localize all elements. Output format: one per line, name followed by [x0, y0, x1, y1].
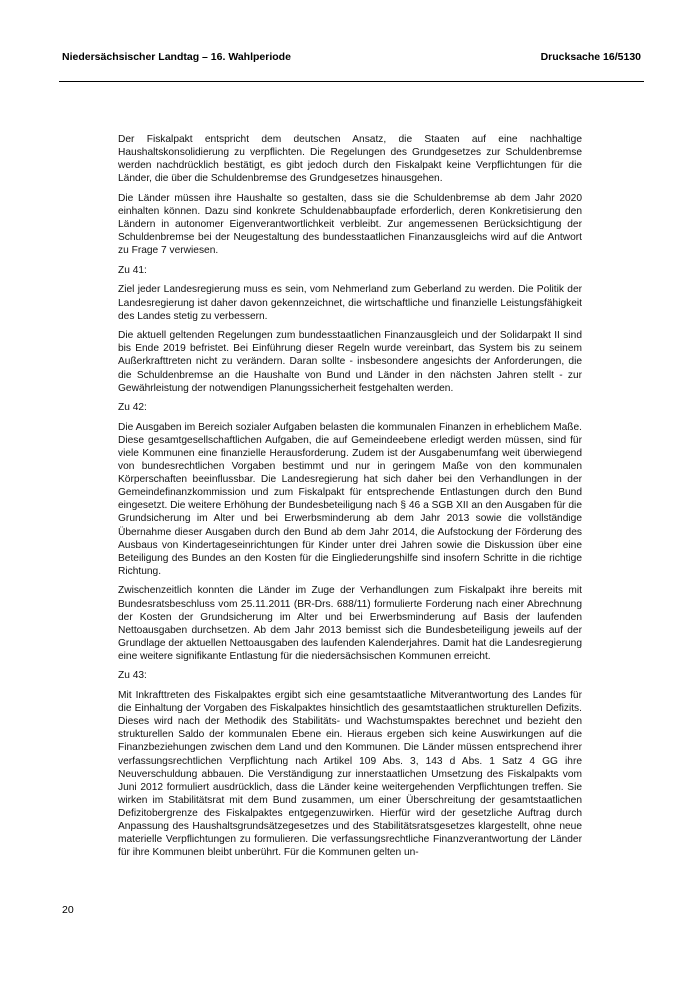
paragraph: Der Fiskalpakt entspricht dem deutschen Ansatz, die Staaten auf eine nachhaltige Haushaltskonsolidierung zu verpflichten. Die Regelungen des Grundgesetzes zur Schuldenbremse werden nachdrücklich bestätigt, es gibt jedoch durch den Fiskalpakt keine Verpflichtungen für die Länder, die über die Schuldenbremse des Grundgesetzes hinausgehen.	[118, 134, 582, 185]
paragraph: Die Ausgaben im Bereich sozialer Aufgaben belasten die kommunalen Finanzen in erheblichem Maße. Diese gesamtgesellschaftlichen Aufgaben, die auf Gemeindeebene erledigt werden müssen, sind für viele Kommunen eine finanzielle Herausforderung. Zudem ist der Ausgabenumfang weit überwiegend von bundesrechtlichen Vorgaben bestimmt und nur in geringem Maße von den kommunalen Körperschaften beeinflussbar. Die Landesregierung hat sich daher bei den Verhandlungen in der Gemeindefinanzkommission und zum Fiskalpakt für entsprechende Entlastungen durch den Bund eingesetzt. Die weitere Erhöhung der Bundesbeteiligung nach § 46 a SGB XII an den Ausgaben für die Grundsicherung im Alter und bei Erwerbsminderung ab dem Jahr 2013 sowie die vollständige Übernahme dieser Ausgaben durch den Bund ab dem Jahr 2014, die Aufstockung der Förderung des Ausbaus von Kindertageseinrichtungen für Kinder unter drei Jahren sowie die Diskussion über eine Beteiligung des Bundes an den Kosten für die Eingliederungshilfe sind insofern Schritte in die richtige Richtung.	[118, 421, 582, 577]
header-title: Niedersächsischer Landtag – 16. Wahlperiode	[62, 51, 291, 63]
paragraph: Die aktuell geltenden Regelungen zum bundesstaatlichen Finanzausgleich und der Solidarpakt II sind bis Ende 2019 befristet. Bei Einführung dieser Regeln wurde vereinbart, das System bis zu seinem Außerkrafttreten nicht zu verändern. Daran sollte - insbesondere angesichts der Anforderungen, die die Schuldenbremse an die Haushalte von Bund und Länder in den nächsten Jahren stellt - zur Gewährleistung der notwendigen Planungssicherheit festgehalten werden.	[118, 330, 582, 394]
section-heading: Zu 42:	[118, 402, 147, 414]
header-divider	[59, 81, 644, 82]
paragraph: Die Länder müssen ihre Haushalte so gestalten, dass sie die Schuldenbremse ab dem Jahr 2020 einhalten können. Dazu sind konkrete Schuldenabbaupfade erforderlich, deren Konkretisierung den Ländern in autonomer Eigenverantwortlichkeit verbleibt. Zur angemessenen Berücksichtigung der Schuldenbremse bei der Neugestaltung des bundesstaatlichen Finanzausgleichs wird auf die Antwort zu Frage 7 verwiesen.	[118, 192, 582, 257]
document-number: Drucksache 16/5130	[540, 51, 641, 63]
paragraph: Zwischenzeitlich konnten die Länder im Zuge der Verhandlungen zum Fiskalpakt ihre bereits mit Bundesratsbeschluss vom 25.11.2011 (BR-Drs. 688/11) formulierte Forderung nach einer Abrechnung der Kosten der Grundsicherung im Alter und bei Erwerbsminderung auf Basis der laufenden Nettoausgaben durchsetzen. Ab dem Jahr 2013 bemisst sich die Bundesbeteiligung jeweils auf der Grundlage der aktuellen Nettoausgaben des laufenden Kalenderjahres. Damit hat die Landesregierung eine weitere signifikante Entlastung für die niedersächsischen Kommunen erreicht.	[118, 585, 582, 662]
body-text	[118, 133, 582, 866]
paragraph: Mit Inkrafttreten des Fiskalpaktes ergibt sich eine gesamtstaatliche Mitverantwortung des Landes für die Einhaltung der Vorgaben des Fiskalpaktes hinsichtlich des gesamtstaatlichen strukturellen Defizits. Dieses wird nach der Methodik des Stabilitäts- und Wachstumspaktes berechnet und bezieht den strukturellen Saldo der kommunalen Ebene ein. Hieraus ergeben sich keine Auswirkungen auf die Finanzbeziehungen zwischen dem Land und den Kommunen. Die Länder müssen entsprechend ihrer verfassungsrechtlichen Verpflichtung nach Artikel 109 Abs. 3, 143 d Abs. 1 Satz 4 GG ihre Neuverschuldung abbauen. Die Verständigung zur innerstaatlichen Umsetzung des Fiskalpakts vom Juni 2012 formuliert ausdrücklich, dass die Länder keine weitergehenden Verpflichtungen treffen. Sie wirken im Stabilitätsrat mit dem Bund zusammen, um einer Überschreitung der gesamtstaatlichen Defizitobergrenze des Fiskalpaktes entgegenzuwirken. Hierfür wird der gesetzliche Auftrag durch Anpassung des Haushaltsgrundsätzegesetzes und des Stabilitätsratsgesetzes klargestellt, ohne neue materielle Verpflichtungen zu formulieren. Die verfassungsrechtliche Finanzverantwortung der Länder für ihre Kommunen bleibt unberührt. Für die Kommunen gelten un-	[118, 690, 582, 859]
paragraph: Ziel jeder Landesregierung muss es sein, vom Nehmerland zum Geberland zu werden. Die Politik der Landesregierung ist daher davon gekennzeichnet, die wirtschaftliche und finanzielle Leistungsfähigkeit des Landes stetig zu verbessern.	[118, 284, 582, 322]
section-heading: Zu 41:	[118, 264, 147, 276]
section-heading: Zu 43:	[118, 670, 147, 682]
page-number: 20	[62, 904, 74, 916]
